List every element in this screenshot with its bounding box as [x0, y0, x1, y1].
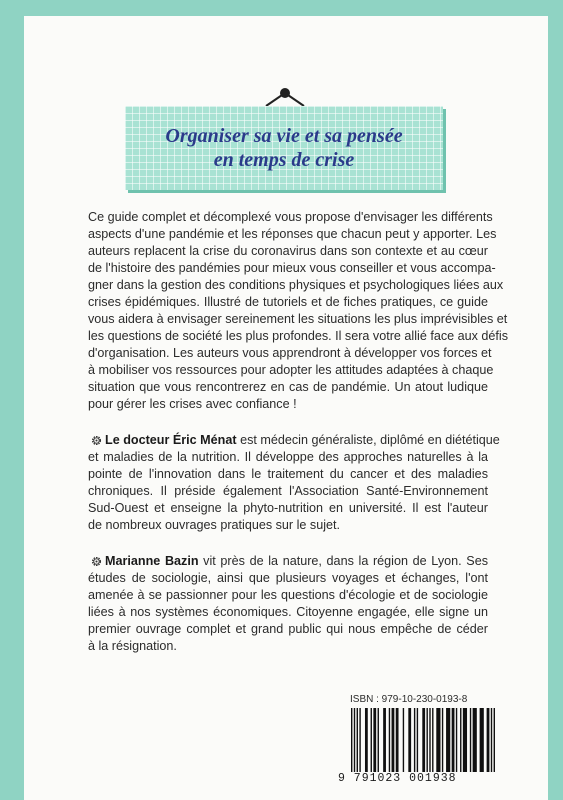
- bio-line: Sud-Ouest et enseigne la phyto-nutrition en université. Il est l'auteur: [88, 501, 488, 515]
- barcode-bar: [491, 708, 492, 772]
- summary-line: situation que vous rencontrerez en cas de pandémie. Un atout ludique: [88, 380, 488, 394]
- bio-line: liées à nos systèmes économiques. Citoyenne engagée, elle signe un: [88, 605, 488, 619]
- barcode-bar: [480, 708, 484, 772]
- summary-line: Ce guide complet et décomplexé vous propose d'envisager les différents: [88, 210, 493, 224]
- barcode-bar: [392, 708, 395, 772]
- summary-line: aspects d'une pandémie et les réponses que chacun peut y apporter. Les: [88, 227, 497, 241]
- barcode-bar: [432, 708, 433, 772]
- barcode-bar: [365, 708, 368, 772]
- barcode-bar: [446, 708, 450, 772]
- bio-first-line: [88, 432, 500, 449]
- summary-line: auteurs replacent la crise du coronavirus dans son contexte et au cœur: [88, 244, 488, 258]
- summary-line: pour gérer les crises avec confiance !: [88, 397, 297, 411]
- barcode-bar: [357, 708, 358, 772]
- bio-text: est médecin généraliste, diplômé en diététique: [236, 433, 500, 447]
- barcode-bar: [396, 708, 399, 772]
- barcode-bar: [378, 708, 379, 772]
- title-line-1: Organiser sa vie et sa pensée: [165, 125, 403, 147]
- summary-line: crises épidémiques. Illustré de tutoriels et de fiches pratiques, ce guide: [88, 295, 488, 309]
- author-name: Le docteur Éric Ménat: [105, 433, 237, 447]
- bio-line: chroniques. Il préside également l'Association Santé-Environnement: [88, 484, 488, 498]
- barcode-bar: [436, 708, 440, 772]
- barcode-bar: [487, 708, 490, 772]
- author-name: Marianne Bazin: [105, 554, 199, 568]
- author-bio-bazin: [88, 553, 488, 655]
- barcode-bar: [354, 708, 355, 772]
- bio-line: à la résignation.: [88, 639, 177, 653]
- barcode-bar: [456, 708, 457, 772]
- barcode-bar: [494, 708, 495, 772]
- summary-line: vous aidera à envisager sereinement les situations les plus imprévisibles et: [88, 312, 508, 326]
- barcode-bar: [351, 708, 352, 772]
- bio-line: amenée à se passionner pour les questions d'écologie et de sociologie: [88, 588, 488, 602]
- title-sign: [125, 106, 443, 190]
- bio-first-line: [88, 553, 488, 570]
- barcode-bar: [403, 708, 404, 772]
- barcode-bar: [383, 708, 386, 772]
- summary-paragraph: [88, 209, 509, 413]
- bio-line: premier ouvrage complet et grand public qui nous empêche de céder: [88, 622, 488, 636]
- bio-line: de nombreux ouvrages pratiques sur le sujet.: [88, 518, 341, 532]
- pin-icon: [263, 86, 307, 108]
- summary-line: à mobiliser vos ressources pour adopter les attitudes adaptées à chaque: [88, 363, 494, 377]
- barcode-bar: [371, 708, 372, 772]
- bio-text: vit près de la nature, dans la région de Lyon. Ses: [198, 554, 488, 568]
- summary-line: les questions de société les plus profondes. Il sera votre allié face aux défis: [88, 329, 509, 343]
- barcode-bar: [460, 708, 461, 772]
- barcode-bar: [463, 708, 467, 772]
- summary-line: gner dans la gestion des conditions physiques et psychologiques liées aux: [88, 278, 504, 292]
- barcode: [350, 708, 496, 772]
- barcode-bar: [422, 708, 425, 772]
- barcode-bar: [470, 708, 471, 772]
- barcode-bar: [442, 708, 443, 772]
- summary-line: d'organisation. Les auteurs vous apprendront à développer vos forces et: [88, 346, 492, 360]
- author-bio-menat: [88, 432, 500, 534]
- barcode-bar: [414, 708, 415, 772]
- barcode-digits: 9 791023 001938: [338, 772, 457, 785]
- barcode-bar: [429, 708, 430, 772]
- barcode-bar: [359, 708, 360, 772]
- title-line-2: en temps de crise: [213, 149, 355, 171]
- bio-line: études de sociologie, ainsi que plusieurs voyages et échanges, l'ont: [88, 571, 488, 585]
- barcode-bar: [426, 708, 427, 772]
- barcode-bar: [473, 708, 477, 772]
- bio-line: et maladies de la nutrition. Il développe des approches naturelles à la: [88, 450, 488, 464]
- barcode-bar: [417, 708, 418, 772]
- summary-line: de l'histoire des pandémies pour mieux vous conseiller et vous accompa-: [88, 261, 496, 275]
- isbn-label: ISBN : 979-10-230-0193-8: [350, 694, 468, 705]
- barcode-bar: [452, 708, 455, 772]
- bio-line: pointe de l'innovation dans le traitement du cancer et des maladies: [88, 467, 488, 481]
- barcode-bar: [389, 708, 390, 772]
- barcode-bar: [373, 708, 376, 772]
- barcode-bar: [408, 708, 411, 772]
